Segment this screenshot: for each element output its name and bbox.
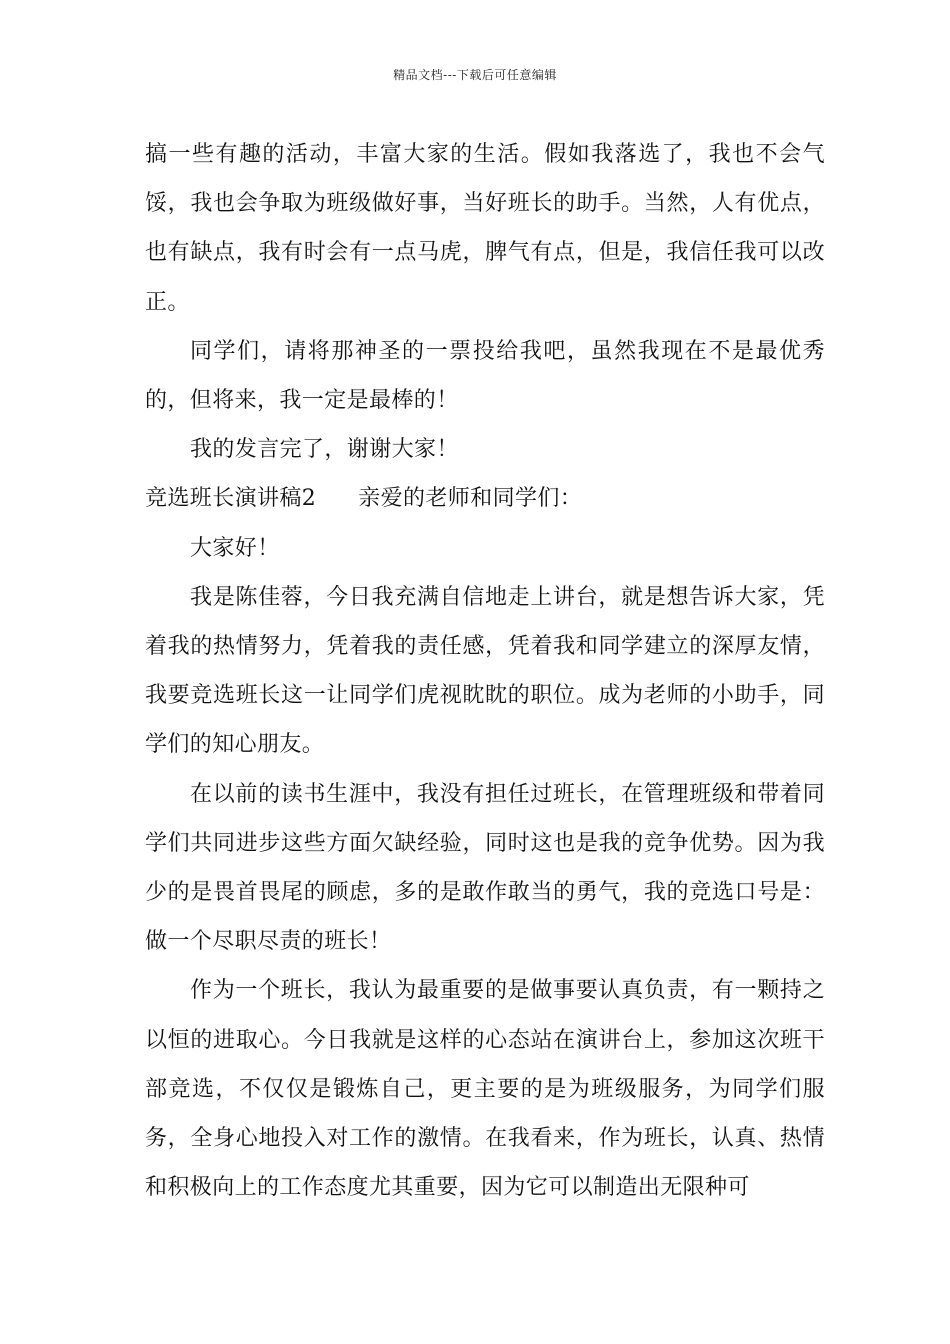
paragraph: 搞一些有趣的活动，丰富大家的生活。假如我落选了，我也不会气馁，我也会争取为班级做好事，当好班长的助手。当然，人有优点，也有缺点，我有时会有一点马虎，脾气有点，但是，我信任我可以改正。 (145, 142, 825, 315)
salutation: 亲爱的老师和同学们： (358, 486, 583, 512)
paragraph: 同学们，请将那神圣的一票投给我吧，虽然我现在不是最优秀的，但将来，我一定是最棒的！ (145, 338, 825, 414)
paragraph: 大家好！ (190, 535, 280, 561)
paragraph: 我是陈佳蓉，今日我充满自信地走上讲台，就是想告诉大家，凭着我的热情努力，凭着我的责任感，凭着我和同学建立的深厚友情，我要竞选班长这一让同学们虎视眈眈的职位。成为老师的小助手，同学们的知心朋友。 (145, 584, 825, 758)
page-header: 精品文档---下载后可任意编辑 (393, 68, 557, 82)
paragraph: 在以前的读书生涯中，我没有担任过班长，在管理班级和带着同学们共同进步这些方面欠缺经验，同时这也是我的竞争优势。因为我少的是畏首畏尾的顾虑，多的是敢作敢当的勇气，我的竞选口号是：做一个尽职尽责的班长！ (145, 781, 825, 955)
paragraph: 我的发言完了，谢谢大家！ (190, 437, 459, 463)
document-body (145, 130, 825, 1212)
section-heading-line (145, 474, 825, 523)
section-title: 竞选班长演讲稿2 (145, 486, 317, 512)
paragraph: 作为一个班长，我认为最重要的是做事要认真负责，有一颗持之以恒的进取心。今日我就是这样的心态站在演讲台上，参加这次班干部竞选，不仅仅是锻炼自己，更主要的是为班级服务，为同学们服务，全身心地投入对工作的激情。在我看来，作为班长，认真、热情和积极向上的工作态度尤其重要，因为它可以制造出无限种可 (145, 978, 825, 1201)
